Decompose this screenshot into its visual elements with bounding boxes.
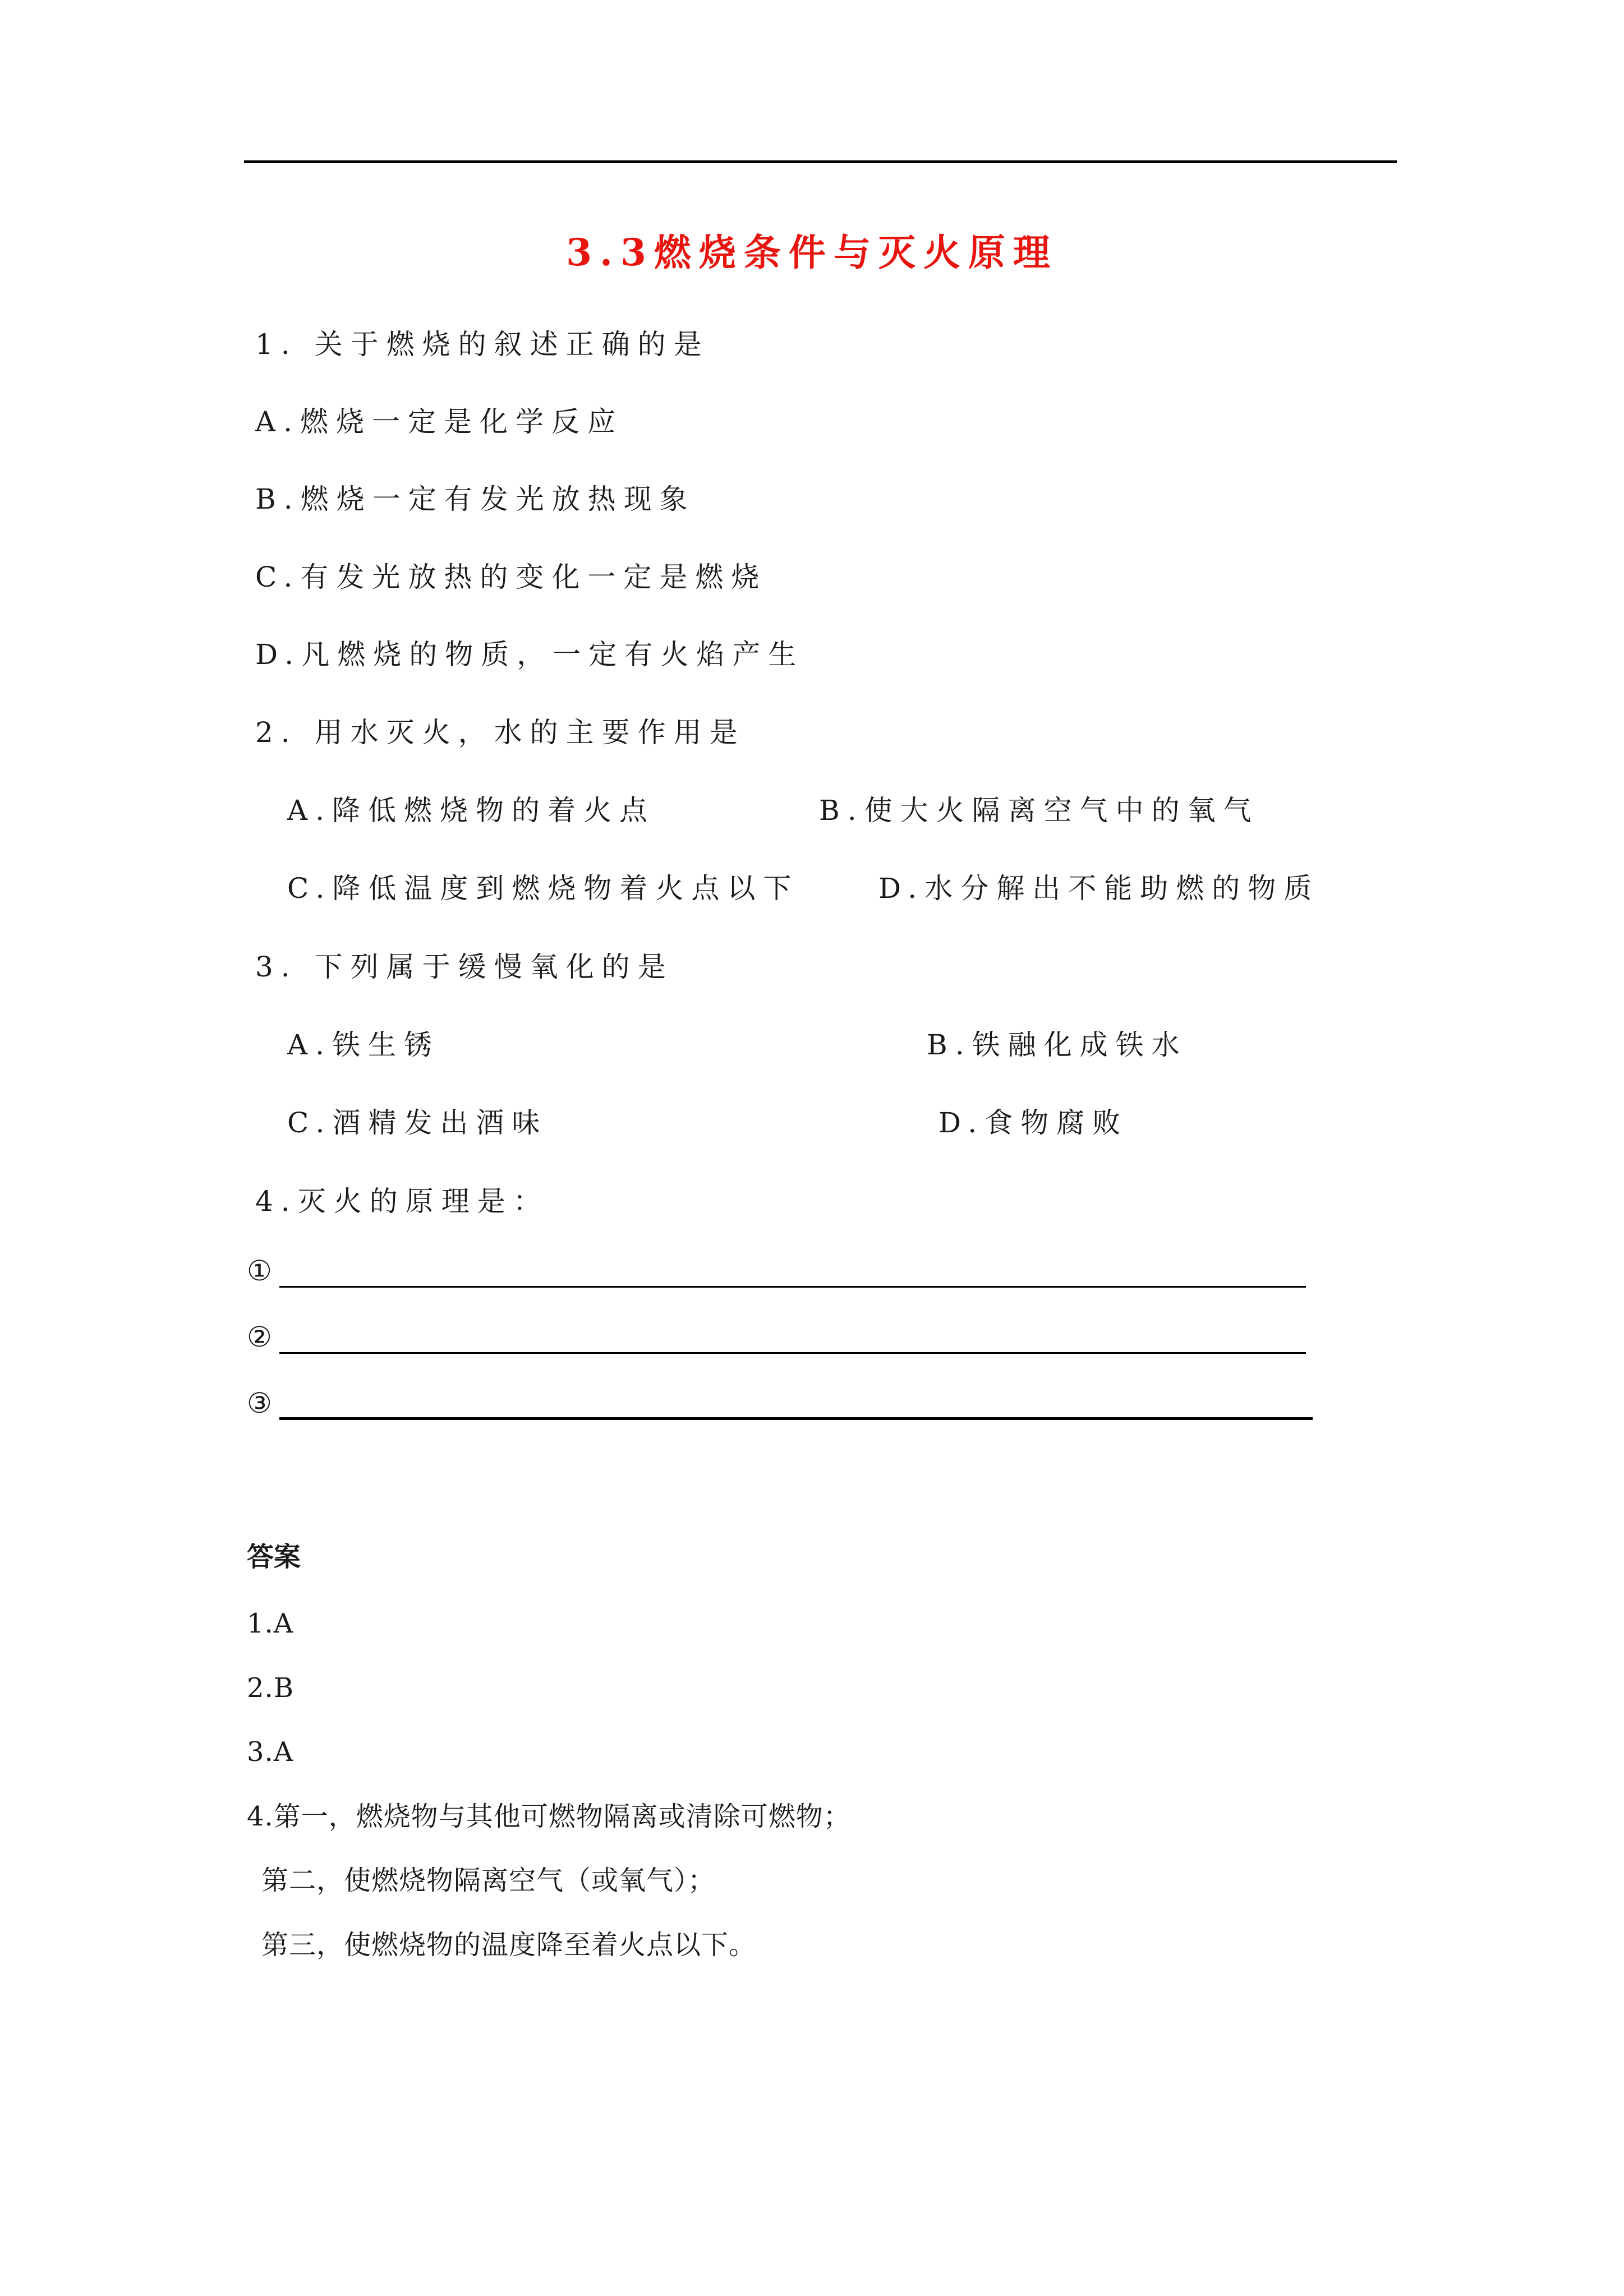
question-2-stem: 2. 用水灭火，水的主要作用是	[255, 716, 746, 749]
answer-2: 2.B	[247, 1672, 295, 1704]
question-3-option-b: B.铁融化成铁水	[927, 1029, 1188, 1061]
question-2-option-b: B.使大火隔离空气中的氧气	[819, 794, 1259, 827]
answer-blank-2[interactable]	[247, 1317, 1307, 1357]
answer-4-line-3: 第三，使燃烧物的温度降至着火点以下。	[261, 1929, 757, 1961]
blank-underline	[279, 1417, 1313, 1420]
question-2-option-c: C.降低温度到燃烧物着火点以下	[287, 872, 799, 905]
answer-blank-1[interactable]	[247, 1251, 1307, 1291]
question-3-stem: 3. 下列属于缓慢氧化的是	[255, 951, 674, 983]
blank-marker: ①	[247, 1255, 272, 1287]
blank-marker: ③	[247, 1387, 272, 1419]
answer-1: 1.A	[247, 1608, 294, 1639]
answer-3: 3.A	[247, 1736, 294, 1768]
blank-underline	[279, 1286, 1306, 1288]
header-rule	[244, 160, 1397, 163]
question-3-option-c: C.酒精发出酒味	[287, 1106, 548, 1139]
question-4-stem: 4.灭火的原理是：	[255, 1185, 549, 1218]
question-1-stem: 1. 关于燃烧的叙述正确的是	[255, 328, 710, 361]
question-1-option-d: D.凡燃烧的物质，一定有火焰产生	[255, 638, 804, 671]
answer-blank-3[interactable]	[247, 1383, 1313, 1423]
question-3-option-a: A.铁生锈	[287, 1029, 440, 1061]
answer-4-line-2: 第二，使燃烧物隔离空气（或氧气）；	[261, 1865, 716, 1896]
question-1-option-b: B.燃烧一定有发光放热现象	[255, 483, 696, 515]
question-2-option-a: A.降低燃烧物的着火点	[287, 794, 656, 827]
question-2-option-d: D.水分解出不能助燃的物质	[878, 872, 1320, 905]
question-3-option-d: D.食物腐败	[938, 1106, 1129, 1139]
blank-marker: ②	[247, 1321, 272, 1353]
question-1-option-c: C.有发光放热的变化一定是燃烧	[255, 561, 767, 593]
question-1-option-a: A.燃烧一定是化学反应	[255, 405, 624, 438]
document-title: 3.3燃烧条件与灭火原理	[566, 230, 1058, 274]
answer-4-line-1: 4.第一，燃烧物与其他可燃物隔离或清除可燃物；	[247, 1801, 851, 1832]
answers-heading: 答案	[247, 1541, 301, 1573]
blank-underline	[279, 1352, 1306, 1354]
